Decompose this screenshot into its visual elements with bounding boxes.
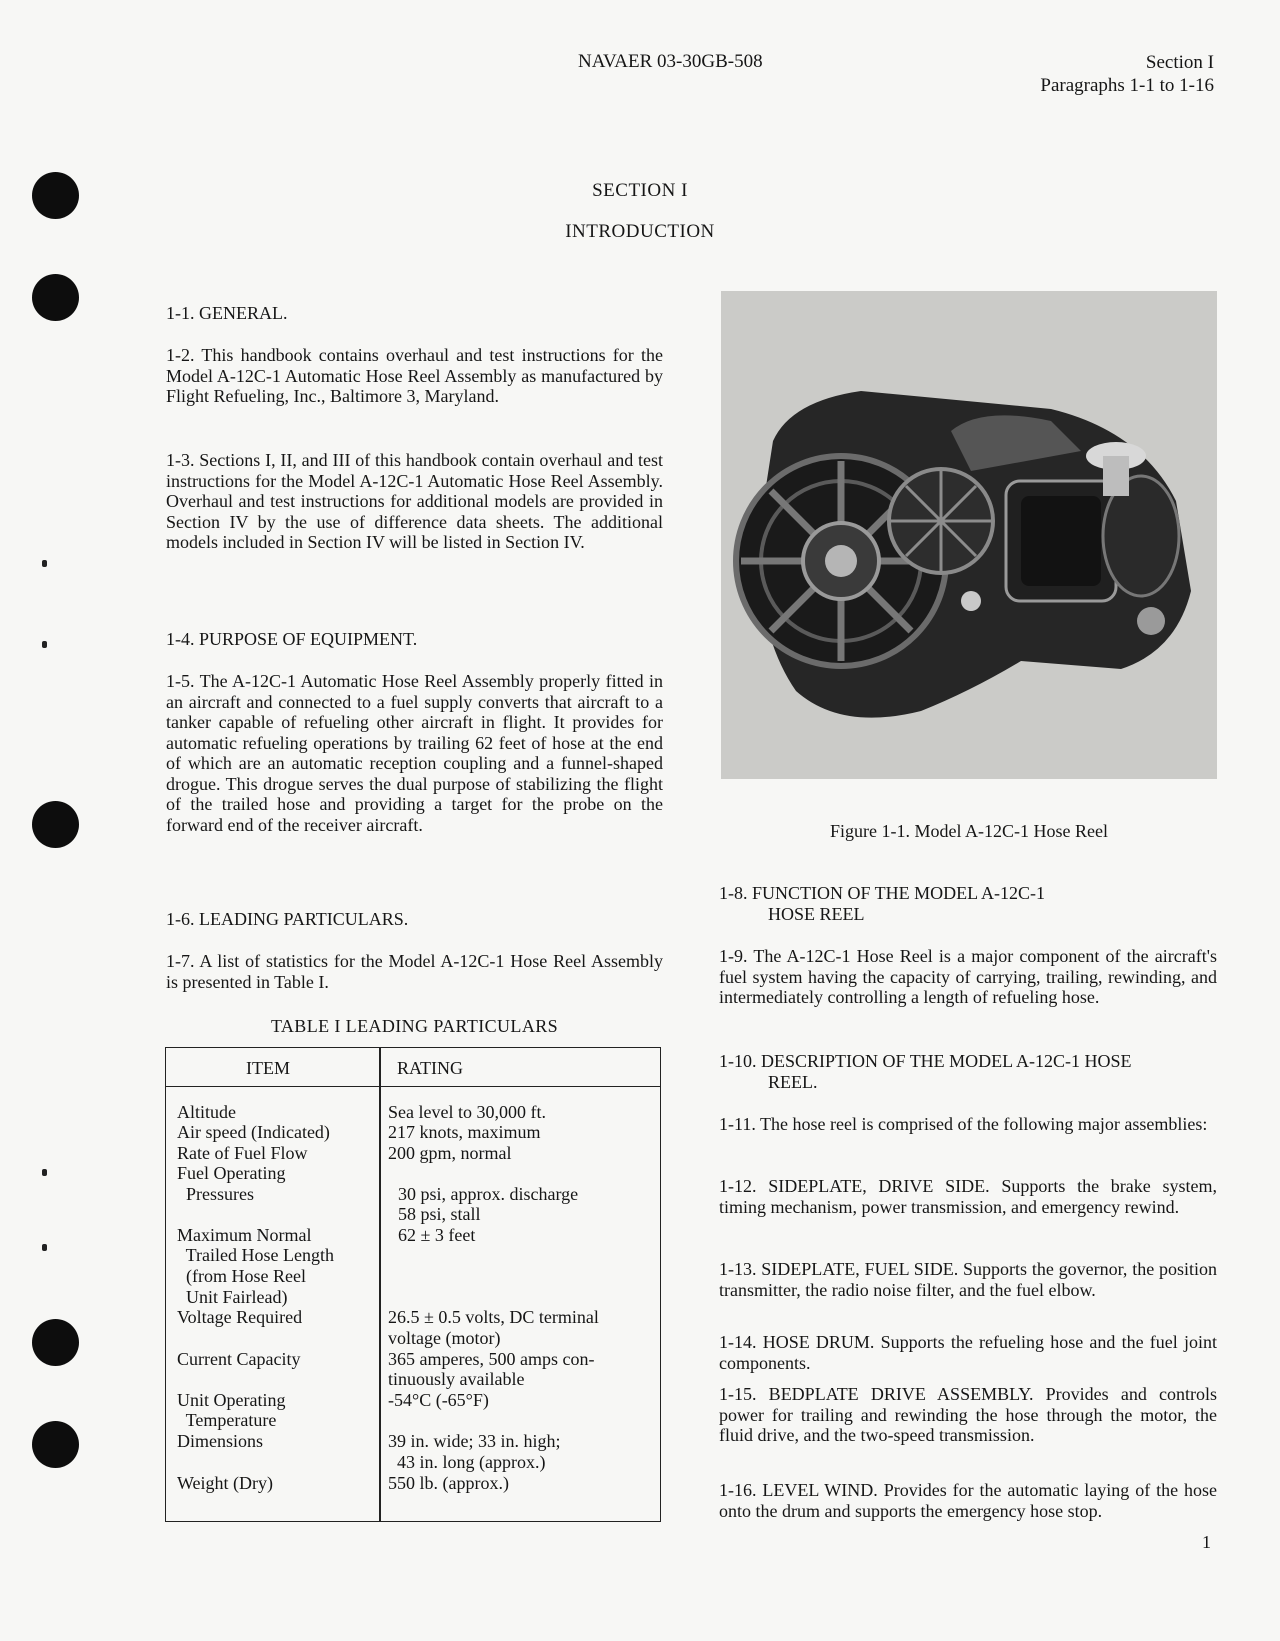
paragraph: 1-12. SIDEPLATE, DRIVE SIDE. Supports the brake system, timing mechanism, power transmission, and emergency rewind. <box>719 1176 1217 1217</box>
section-reference <box>1040 51 1214 97</box>
paragraph-heading: 1-6. LEADING PARTICULARS. <box>166 909 409 929</box>
paragraph-range: Paragraphs 1-1 to 1-16 <box>1040 75 1214 96</box>
table-cell-item: Weight (Dry) <box>177 1473 274 1493</box>
leading-particulars-table <box>165 1047 661 1522</box>
table-cell-item: Unit Operating <box>177 1390 286 1410</box>
table-cell-rating: 58 psi, stall <box>398 1204 481 1224</box>
table-cell-rating: 30 psi, approx. discharge <box>398 1184 579 1204</box>
binder-hole-5 <box>32 1421 79 1468</box>
table-cell-item: Current Capacity <box>177 1349 301 1369</box>
paragraph: 1-5. The A-12C-1 Automatic Hose Reel Assembly properly fitted in an aircraft and connected to a fuel supply converts that aircraft to a tanker capable of refueling other aircraft in flight. It provides for automatic refueling operations by trailing 62 feet of hose at the end of which are an automatic reception coupling and a funnel-shaped drogue. This drogue serves the dual purpose of stabilizing the flight of the trailed hose and providing a target for the probe on the forward end of the receiver aircraft. <box>166 671 663 835</box>
table-cell-rating: tinuously available <box>388 1369 525 1389</box>
table-cell-item: Temperature <box>177 1410 277 1430</box>
table-column-divider <box>379 1048 381 1521</box>
table-cell-rating: 39 in. wide; 33 in. high; <box>388 1431 561 1451</box>
table-cell-rating: Sea level to 30,000 ft. <box>388 1102 546 1122</box>
binder-hole-2 <box>32 274 79 321</box>
table-cell-item: Maximum Normal <box>177 1225 312 1245</box>
table-cell-rating: -54°C (-65°F) <box>388 1390 489 1410</box>
table-cell-rating: 43 in. long (approx.) <box>388 1452 546 1472</box>
binder-hole-3 <box>32 801 79 848</box>
paragraph-heading: 1-4. PURPOSE OF EQUIPMENT. <box>166 629 418 649</box>
table-cell-rating: 62 ± 3 feet <box>398 1225 476 1245</box>
paragraph: 1-16. LEVEL WIND. Provides for the automatic laying of the hose onto the drum and supports the emergency hose stop. <box>719 1480 1217 1521</box>
section-heading: INTRODUCTION <box>565 221 715 242</box>
paragraph-heading: HOSE REEL <box>768 904 865 924</box>
hose-reel-photo <box>721 291 1217 779</box>
paragraph: 1-2. This handbook contains overhaul and test instructions for the Model A-12C-1 Automatic Hose Reel Assembly as manufactured by Flight Refueling, Inc., Baltimore 3, Maryland. <box>166 345 663 406</box>
table-header-rating: RATING <box>397 1058 463 1078</box>
paragraph: 1-1. GENERAL. <box>166 303 288 323</box>
paragraph-heading: 1-8. FUNCTION OF THE MODEL A-12C-1 <box>719 883 1045 903</box>
hose-reel-illustration <box>721 291 1217 779</box>
paragraph: 1-3. Sections I, II, and III of this handbook contain overhaul and test instructions for the Model A-12C-1 Automatic Hose Reel Assembly. Overhaul and test instructions for additional models are provided in Section IV by the use of difference data sheets. The additional models included in Section IV will be listed in Section IV. <box>166 450 663 552</box>
table-cell-item: Trailed Hose Length <box>177 1245 334 1265</box>
table-cell-item: Fuel Operating <box>177 1163 286 1183</box>
scan-mark <box>42 1169 47 1176</box>
table-cell-rating: voltage (motor) <box>388 1328 501 1348</box>
table-cell-item: Dimensions <box>177 1431 264 1451</box>
table-cell-item: Voltage Required <box>177 1307 303 1327</box>
paragraph: 1-7. A list of statistics for the Model A-12C-1 Hose Reel Assembly is presented in Table I. <box>166 951 663 992</box>
table-title: TABLE I LEADING PARTICULARS <box>270 1016 559 1036</box>
table-cell-item: Air speed (Indicated) <box>177 1122 330 1142</box>
paragraph-heading: REEL. <box>768 1072 818 1092</box>
table-cell-rating: 550 lb. (approx.) <box>388 1473 509 1493</box>
scan-mark <box>42 641 47 648</box>
table-cell-item: Unit Fairlead) <box>177 1287 288 1307</box>
table-cell-item: Altitude <box>177 1102 236 1122</box>
page-number: 1 <box>1202 1532 1211 1552</box>
binder-hole-4 <box>32 1319 79 1366</box>
scan-mark <box>42 560 47 567</box>
scan-mark <box>42 1244 47 1251</box>
table-cell-item: (from Hose Reel <box>177 1266 306 1286</box>
paragraph: 1-9. The A-12C-1 Hose Reel is a major component of the aircraft's fuel system having the capacity of carrying, trailing, rewinding, and intermediately controlling a length of refueling hose. <box>719 946 1217 1007</box>
table-header-item: ITEM <box>246 1058 290 1078</box>
figure-caption: Figure 1-1. Model A-12C-1 Hose Reel <box>830 821 1108 841</box>
table-cell-item: Rate of Fuel Flow <box>177 1143 308 1163</box>
table-cell-rating: 217 knots, maximum <box>388 1122 541 1142</box>
section-title: SECTION I <box>592 180 688 201</box>
paragraph: 1-11. The hose reel is comprised of the following major assemblies: <box>719 1114 1208 1134</box>
table-cell-rating: 26.5 ± 0.5 volts, DC terminal <box>388 1307 599 1327</box>
document-number: NAVAER 03-30GB-508 <box>578 51 763 72</box>
table-cell-rating: 200 gpm, normal <box>388 1143 512 1163</box>
paragraph-heading: 1-10. DESCRIPTION OF THE MODEL A-12C-1 HOSE <box>719 1051 1132 1071</box>
paragraph: 1-14. HOSE DRUM. Supports the refueling hose and the fuel joint components. <box>719 1332 1217 1373</box>
paragraph: 1-15. BEDPLATE DRIVE ASSEMBLY. Provides and controls power for trailing and rewinding the hose through the motor, the fluid drive, and the two-speed transmission. <box>719 1384 1217 1445</box>
table-cell-rating: 365 amperes, 500 amps con- <box>388 1349 595 1369</box>
section-label: Section I <box>1145 52 1214 73</box>
table-cell-item: Pressures <box>177 1184 254 1204</box>
paragraph: 1-13. SIDEPLATE, FUEL SIDE. Supports the governor, the position transmitter, the radio noise filter, and the fuel elbow. <box>719 1259 1217 1300</box>
